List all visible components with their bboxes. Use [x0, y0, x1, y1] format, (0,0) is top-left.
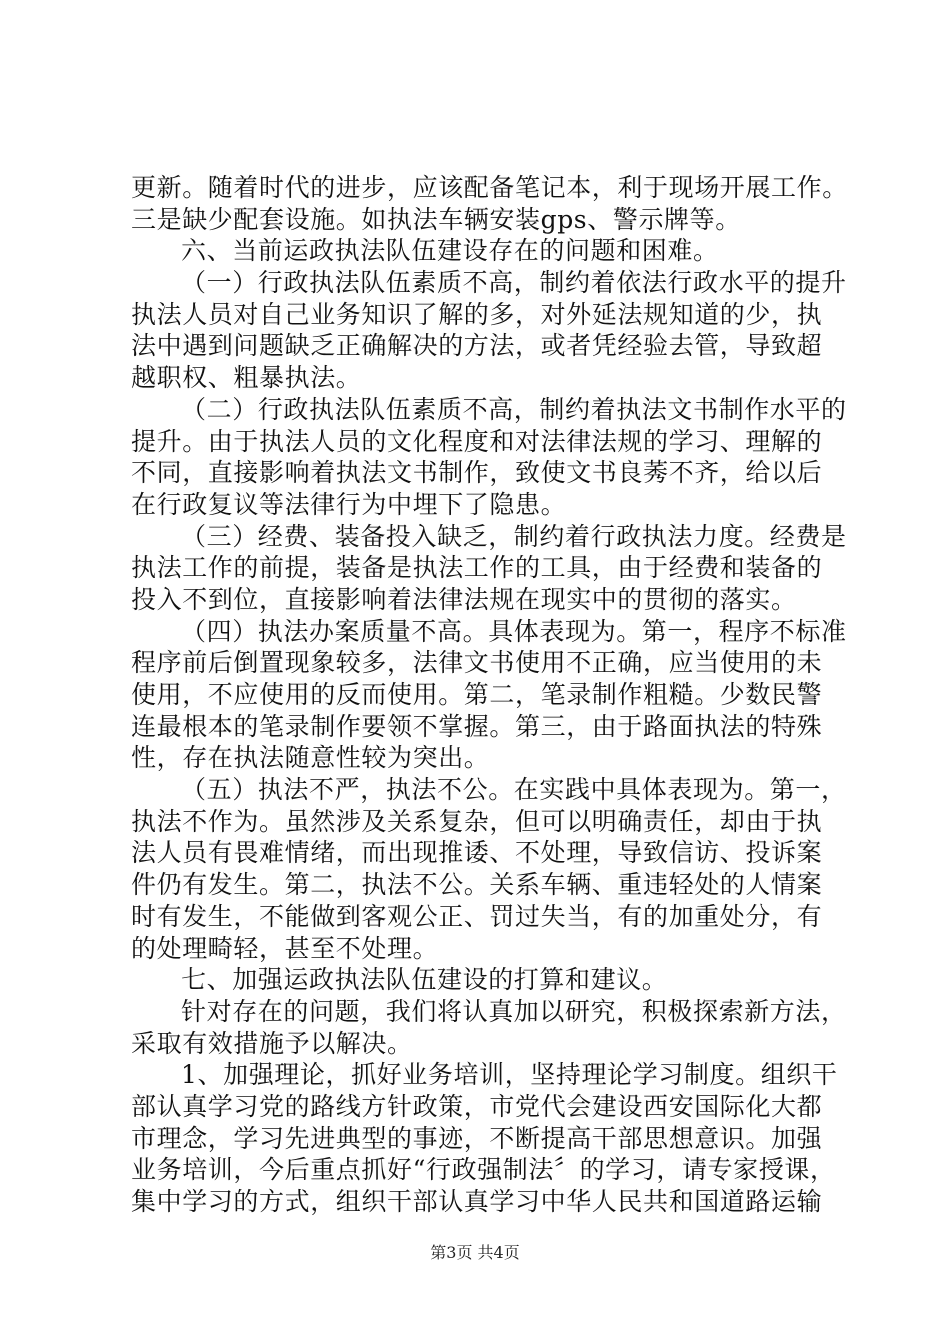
text-line: 提升。由于执法人员的文化程度和对法律法规的学习、理解的 — [131, 426, 823, 456]
text-line: 越职权、粗暴执法。 — [131, 363, 362, 393]
text-line: 在行政复议等法律行为中埋下了隐患。 — [131, 489, 567, 519]
text-line: 执法人员对自己业务知识了解的多，对外延法规知道的少，执 — [131, 299, 823, 329]
text-line: 投入不到位，直接影响着法律法规在现实中的贯彻的落实。 — [131, 584, 797, 614]
document-body — [131, 172, 848, 1218]
text-line: 1、加强理论，抓好业务培训，坚持理论学习制度。组织干 — [181, 1060, 838, 1090]
text-line: 程序前后倒置现象较多，法律文书使用不正确，应当使用的未 — [131, 648, 823, 678]
text-line: 件仍有发生。第二，执法不公。关系车辆、重违轻处的人情案 — [131, 870, 823, 900]
text-line: 使用，不应使用的反而使用。第二，笔录制作粗糙。少数民警 — [131, 680, 823, 709]
text-line: 业务培训，今后重点抓好“行政强制法〞的学习，请专家授课， — [131, 1155, 836, 1185]
page-number: 第3页 共4页 — [430, 1243, 520, 1262]
text-line: 三是缺少配套设施。如执法车辆安装gps、警示牌等。 — [131, 204, 741, 234]
text-line: 法人员有畏难情绪，而出现推诿、不处理，导致信访、投诉案 — [131, 838, 823, 868]
text-line: （二）行政执法队伍素质不高，制约着执法文书制作水平的 — [181, 394, 847, 424]
text-line: 性，存在执法随意性较为突出。 — [131, 743, 490, 773]
text-line: 的处理畸轻，甚至不处理。 — [131, 933, 439, 963]
text-line: 执法不作为。虽然涉及关系复杂，但可以明确责任，却由于执 — [131, 806, 823, 836]
text-line: 七、加强运政执法队伍建设的打算和建议。 — [181, 965, 668, 995]
text-line: 针对存在的问题，我们将认真加以研究，积极探索新方法， — [181, 996, 847, 1026]
text-line: 市理念，学习先进典型的事迹，不断提高干部思想意识。加强 — [131, 1123, 823, 1153]
text-line: 集中学习的方式，组织干部认真学习中华人民共和国道路运输 — [131, 1187, 823, 1216]
page-footer — [0, 1240, 950, 1263]
text-line: 部认真学习党的路线方针政策，市党代会建设西安国际化大都 — [131, 1091, 823, 1121]
text-line: 法中遇到问题缺乏正确解决的方法，或者凭经验去管，导致超 — [131, 331, 823, 361]
text-line: 采取有效措施予以解决。 — [131, 1028, 413, 1058]
text-line: （四）执法办案质量不高。具体表现为。第一，程序不标准 — [181, 616, 847, 646]
text-line: （五）执法不严，执法不公。在实践中具体表现为。第一， — [181, 775, 847, 805]
text-line: 更新。随着时代的进步，应该配备笔记本，利于现场开展工作。 — [131, 173, 848, 202]
text-line: 执法工作的前提，装备是执法工作的工具，由于经费和装备的 — [131, 553, 823, 583]
text-line: 不同，直接影响着执法文书制作，致使文书良莠不齐，给以后 — [131, 458, 823, 488]
text-line: 六、当前运政执法队伍建设存在的问题和困难。 — [181, 236, 719, 266]
text-line: 时有发生，不能做到客观公正、罚过失当，有的加重处分，有 — [131, 901, 823, 931]
text-line: （一）行政执法队伍素质不高，制约着依法行政水平的提升 — [181, 268, 847, 298]
text-line: 连最根本的笔录制作要领不掌握。第三，由于路面执法的特殊 — [131, 711, 823, 741]
text-line: （三）经费、装备投入缺乏，制约着行政执法力度。经费是 — [181, 521, 847, 551]
